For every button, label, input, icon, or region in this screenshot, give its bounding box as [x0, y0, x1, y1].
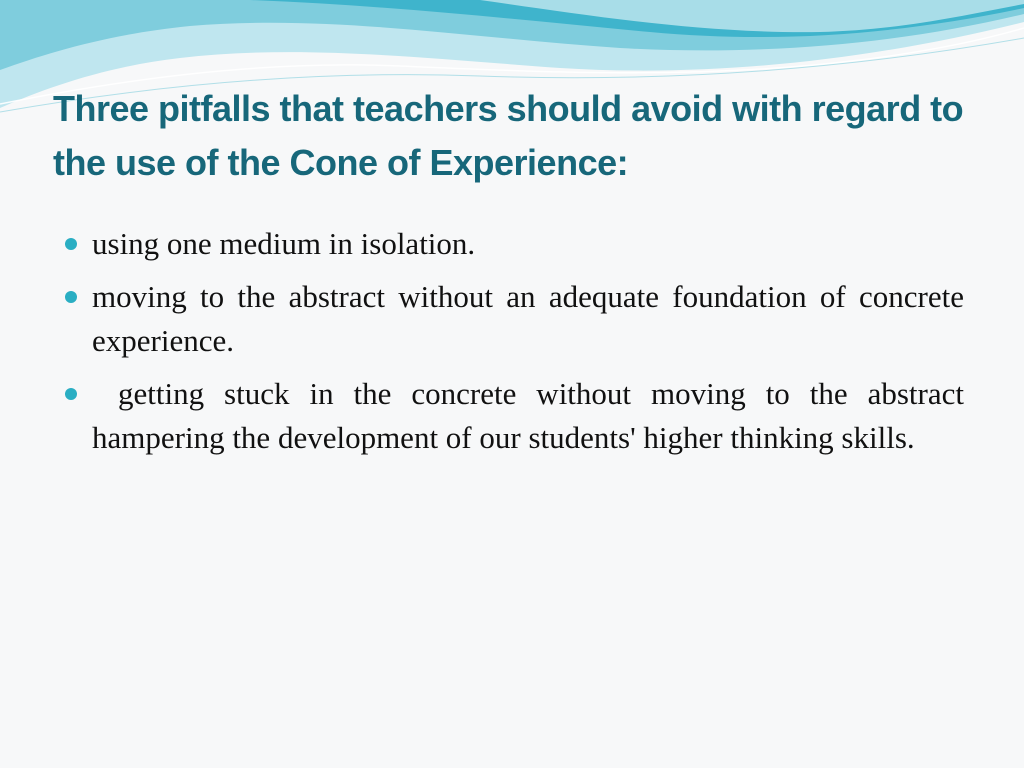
bullet-item: [62, 222, 964, 266]
bullet-dot-icon: [65, 388, 77, 400]
bullet-dot-icon: [65, 291, 77, 303]
bullet-item: [62, 275, 964, 363]
bullet-item: [62, 372, 964, 460]
bullet-text: moving to the abstract without an adequate foundation of concrete experience.: [92, 279, 964, 358]
slide-title: Three pitfalls that teachers should avoid with regard to the use of the Cone of Experience:: [53, 88, 964, 183]
bullet-text: using one medium in isolation.: [92, 226, 476, 261]
bullet-text: getting stuck in the concrete without moving to the abstract hampering the development of our students' higher thinking skills.: [92, 376, 964, 455]
bullet-list: [62, 222, 964, 469]
bullet-dot-icon: [65, 238, 77, 250]
